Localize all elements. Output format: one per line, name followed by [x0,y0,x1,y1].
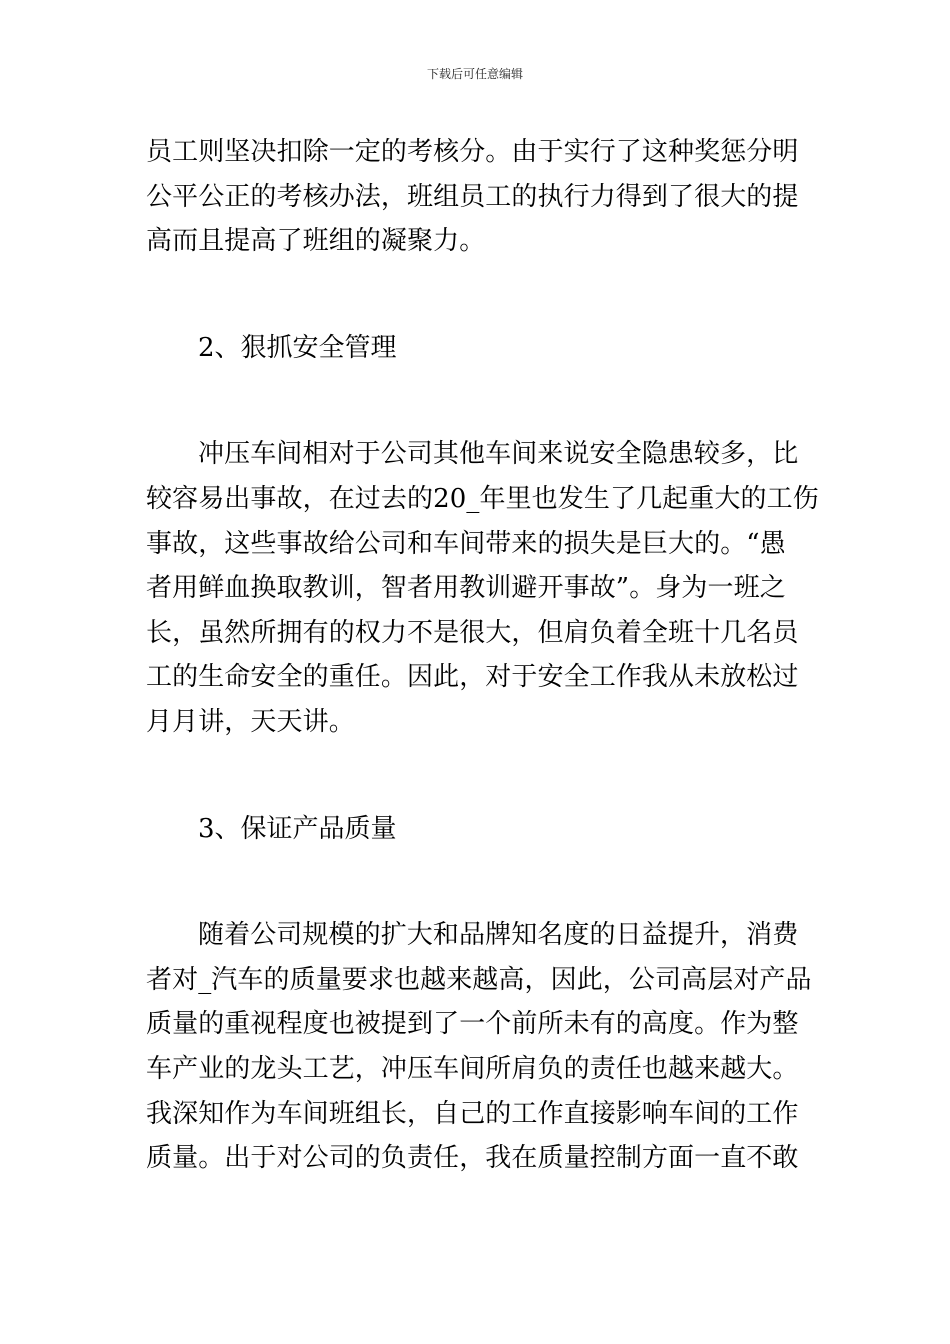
text-line: 质量的重视程度也被提到了一个前所未有的高度。作为整 [146,1009,799,1040]
text-line: 者用鲜血换取教训，智者用教训避开事故”。身为一班之 [146,573,786,604]
text-line: 公平公正的考核办法，班组员工的执行力得到了很大的提 [146,181,799,212]
text-line: 事故，这些事故给公司和车间带来的损失是巨大的。“愚 [146,528,786,559]
paragraph [146,432,819,744]
text-line: 高而且提高了班组的凝聚力。 [146,226,486,257]
section-heading: 2、狠抓安全管理 [198,332,397,363]
paragraph [146,130,806,264]
text-line: 较容易出事故，在过去的20_年里也发生了几起重大的工伤 [146,483,819,514]
text-line: 工的生命安全的重任。因此，对于安全工作我从未放松过 [146,662,799,693]
section-heading: 3、保证产品质量 [198,813,397,844]
paragraph [146,913,812,1181]
text-line: 质量。出于对公司的负责任，我在质量控制方面一直不敢 [146,1143,799,1174]
document-body [146,130,819,1181]
text-line: 冲压车间相对于公司其他车间来说安全隐患较多，比 [198,439,799,470]
text-line: 月月讲，天天讲。 [146,706,355,737]
text-line: 长，虽然所拥有的权力不是很大，但肩负着全班十几名员 [146,617,799,648]
text-line: 者对_汽车的质量要求也越来越高，因此，公司高层对产品 [146,964,812,995]
paragraph-gap [146,370,806,432]
page-header: 下载后可任意编辑 [426,67,523,81]
paragraph-gap [146,851,806,913]
text-line: 随着公司规模的扩大和品牌知名度的日益提升，消费 [198,920,799,951]
paragraph-gap [146,264,806,326]
paragraph-gap [146,745,806,807]
text-line: 车产业的龙头工艺，冲压车间所肩负的责任也越来越大。 [146,1053,799,1084]
text-line: 我深知作为车间班组长，自己的工作直接影响车间的工作 [146,1098,799,1129]
text-line: 员工则坚决扣除一定的考核分。由于实行了这种奖惩分明 [146,137,799,167]
